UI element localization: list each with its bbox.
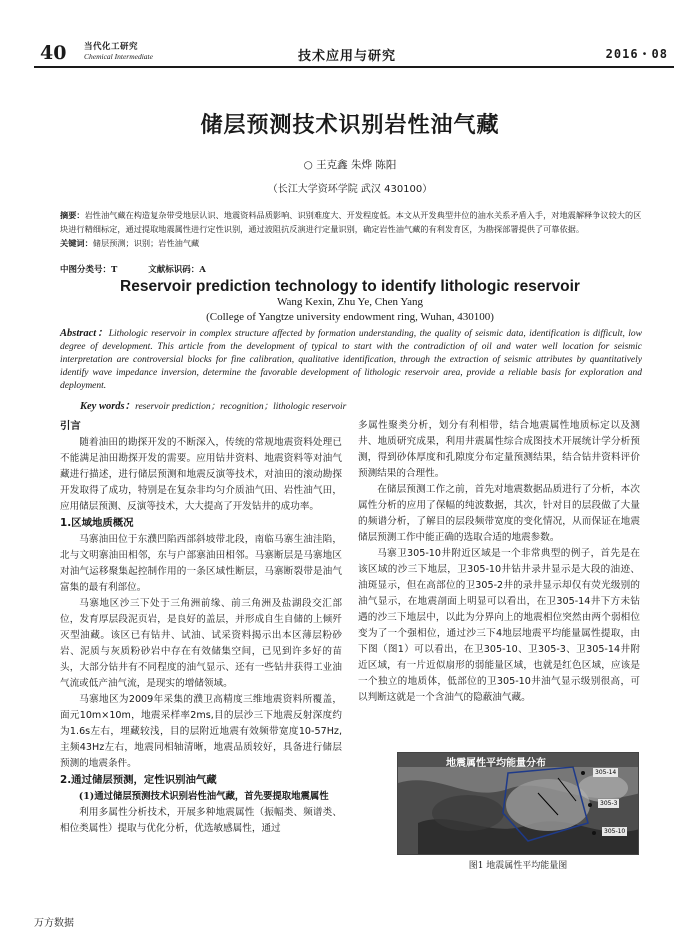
header-rule [34, 66, 674, 68]
classification [60, 263, 234, 275]
keywords-cn-text: 储层预测；识别；岩性油气藏 [92, 238, 200, 248]
keywords-cn-label: 关键词： [60, 238, 93, 248]
right-paragraph-3: 马寨卫305-10井附近区域是一个非常典型的例子，首先是在该区域的沙三下地层，卫305-10井钻井录井显示是大段的油迹、油斑显示，但在高部位的卫305-2井的录井显示却仅有荧光级别的油气显示，在地震剖面上明显可以看出，在卫305-14井下方未钻遇的沙三下地层中，以此为分界向上的地震相位突然由两个弱相位变为了一个强相位，通过沙三下4地层地震平均能量属性提取，由下图（图1）可以看出，在卫305-10、卫305-3、卫305-14井附近区域，有一片近似扇形的弱能量区域，也就是红色区域，应该是一个独立的地质体，低部位的卫305-10井油气显示级别很高，可以判断这就是一个含油气的隐蔽油气藏。 [358, 548, 640, 703]
doc-code: 文献标识码：A [148, 265, 206, 275]
section-1-paragraph-3: 马寨地区为2009年采集的濮卫高精度三维地震资料所覆盖，面元10m×10m，地震采样率2ms,目的层沙三下地震反射深度约为1.6s左右，埋藏较浅，目的层附近地震有效频带宽度10-57Hz,主频43Hz左右，地震同相轴清晰，地震品质较好，具备进行储层预测的地震条件。 [60, 694, 342, 769]
figure-title: 地震属性平均能量分布 [446, 758, 546, 769]
figure-1 [397, 752, 639, 855]
section-1-paragraph-2: 马寨地区沙三下处于三角洲前缘、前三角洲及盐湖段交汇部位，发育厚层段泥页岩，是良好的盖层，并形成自生自储的上倾歼灭型油藏。该区已有钻井、试油、试采资料揭示出本区薄层粉砂岩、泥质与灰质粉砂岩中存在有效储集空间，已见到许多好的苗头，大部分钻井有不同程度的油气显示、还有一些钻井获得工业油气流或低产油气流，是现实的增储领域。 [60, 598, 342, 689]
authors: ○ 王克鑫 朱烨 陈阳 [303, 159, 397, 171]
article-title: 储层预测技术识别岩性油气藏 [200, 113, 500, 138]
page-number: 40 [40, 42, 67, 64]
abstract-cn-label: 摘要： [60, 210, 85, 220]
section-2-subheading: (1)通过储层预测技术识别岩性油气藏，首先要提取地震属性 [78, 791, 329, 802]
abstract-en [60, 327, 642, 393]
authors-en: Wang Kexin, Zhu Ye, Chen Yang [276, 296, 424, 308]
well-tag: 305-14 [595, 769, 617, 776]
well-tag: 305-10 [604, 828, 626, 835]
keywords-en-label: Key words： [80, 401, 136, 412]
article-title-en: Reservoir prediction technology to identify lithologic reservoir [120, 278, 580, 295]
keywords-en-text: reservoir prediction；recognition；lithologic reservoir [135, 402, 347, 412]
intro-paragraph: 随着油田的勘探开发的不断深入，传统的常规地震资料处理已不能满足油田勘探开发的需要。应用钻井资料、地震资料等对油气藏进行描述，进行储层预测和地震反演等技术，对油田的滚动勘探开发取得了成功，特别是在复杂非均匀介质油气田、岩性油气田，应用储层预测、反演等技术，大大提高了开发钻井的成功率。 [60, 437, 342, 512]
section-name: 技术应用与研究 [298, 49, 397, 64]
abstract-en-label: Abstract： [60, 328, 109, 339]
section-2-paragraph-1: 利用多属性分析技术，开展多种地震属性（振幅类、频谱类、相位类属性）提取与优化分析，优选敏感属性，通过 [60, 807, 342, 834]
journal-name [84, 43, 153, 60]
figure-caption: 图1 地震属性平均能量图 [468, 861, 568, 871]
well-tag: 305-3 [600, 800, 618, 807]
footer-watermark: 万方数据 [34, 918, 74, 929]
right-paragraph-1: 多属性聚类分析，划分有利相带，结合地震属性地质标定以及测井、地质研究成果，利用井震属性综合成图技术开展统计学分析预测，得到砂体厚度和孔隙度分布定量预测结果，结合钻井资料评价预测结果的合理性。 [358, 420, 640, 479]
right-paragraph-2: 在储层预测工作之前，首先对地震数据品质进行了分析，本次属性分析的应用了保幅的纯波数据，其次，针对目的层段做了大量的频谱分析，了解目的层段频带宽度的变化情况，从而保证在地震储层预测工作中能正确的选取合适的地震参数。 [358, 484, 640, 543]
abstract-en-text: Lithologic reservoir in complex structure affected by formation understanding, the quality of seismic data, identification is difficult, low degree of development. This article from the development of typical to start with the contradiction of oil and water well location for seismic interpretation are controversial blocks for fine calibration, qualitative identification, through the extraction of seismic attributes by quantitatively identify wave impedance inversion, determine the favorable development of lithologic reservoir area, provide a reliable basis for exploration and deployment. [60, 329, 642, 391]
abstract-cn [60, 208, 642, 250]
journal-name-en: Chemical Intermediate [84, 51, 153, 61]
abstract-cn-text: 岩性油气藏在构造复杂带受地层认识、地震资料品质影响、识别难度大、开发程度低。本文从开发典型井位的油水关系矛盾入手，对地震解释争议较大的区块进行精细标定，通过提取地震属性进行定性识别，通过波阻抗反演进行定量识别，确定岩性油气藏的有利发育区，为勘探部署提供了可靠依据。 [60, 210, 642, 234]
affiliation-en: (College of Yangtze university endowment ring, Wuhan, 430100) [206, 311, 494, 323]
clc-number: 中图分类号：T [60, 265, 118, 275]
section-1-paragraph-1: 马寨油田位于东濮凹陷西部斜坡带北段，南临马寨生油洼陷，北与文明寨油田相邻，东与户部寨油田相邻。马寨断层是马寨地区对油气运移聚集起控制作用的一条区域性断层，马寨断裂带是油气富集的最有利部位。 [60, 534, 342, 593]
section-2-heading: 2.通过储层预测，定性识别油气藏 [60, 774, 217, 786]
journal-name-cn: 当代化工研究 [84, 42, 139, 52]
issue-number: 2016・08 [605, 47, 668, 61]
right-column [358, 418, 640, 706]
keywords-en [80, 398, 346, 413]
section-1-heading: 1.区域地质概况 [60, 517, 134, 529]
intro-heading: 引言 [60, 420, 81, 432]
left-column [60, 418, 342, 837]
affiliation: （长江大学资环学院 武汉 430100） [267, 184, 433, 195]
running-header [34, 40, 674, 66]
